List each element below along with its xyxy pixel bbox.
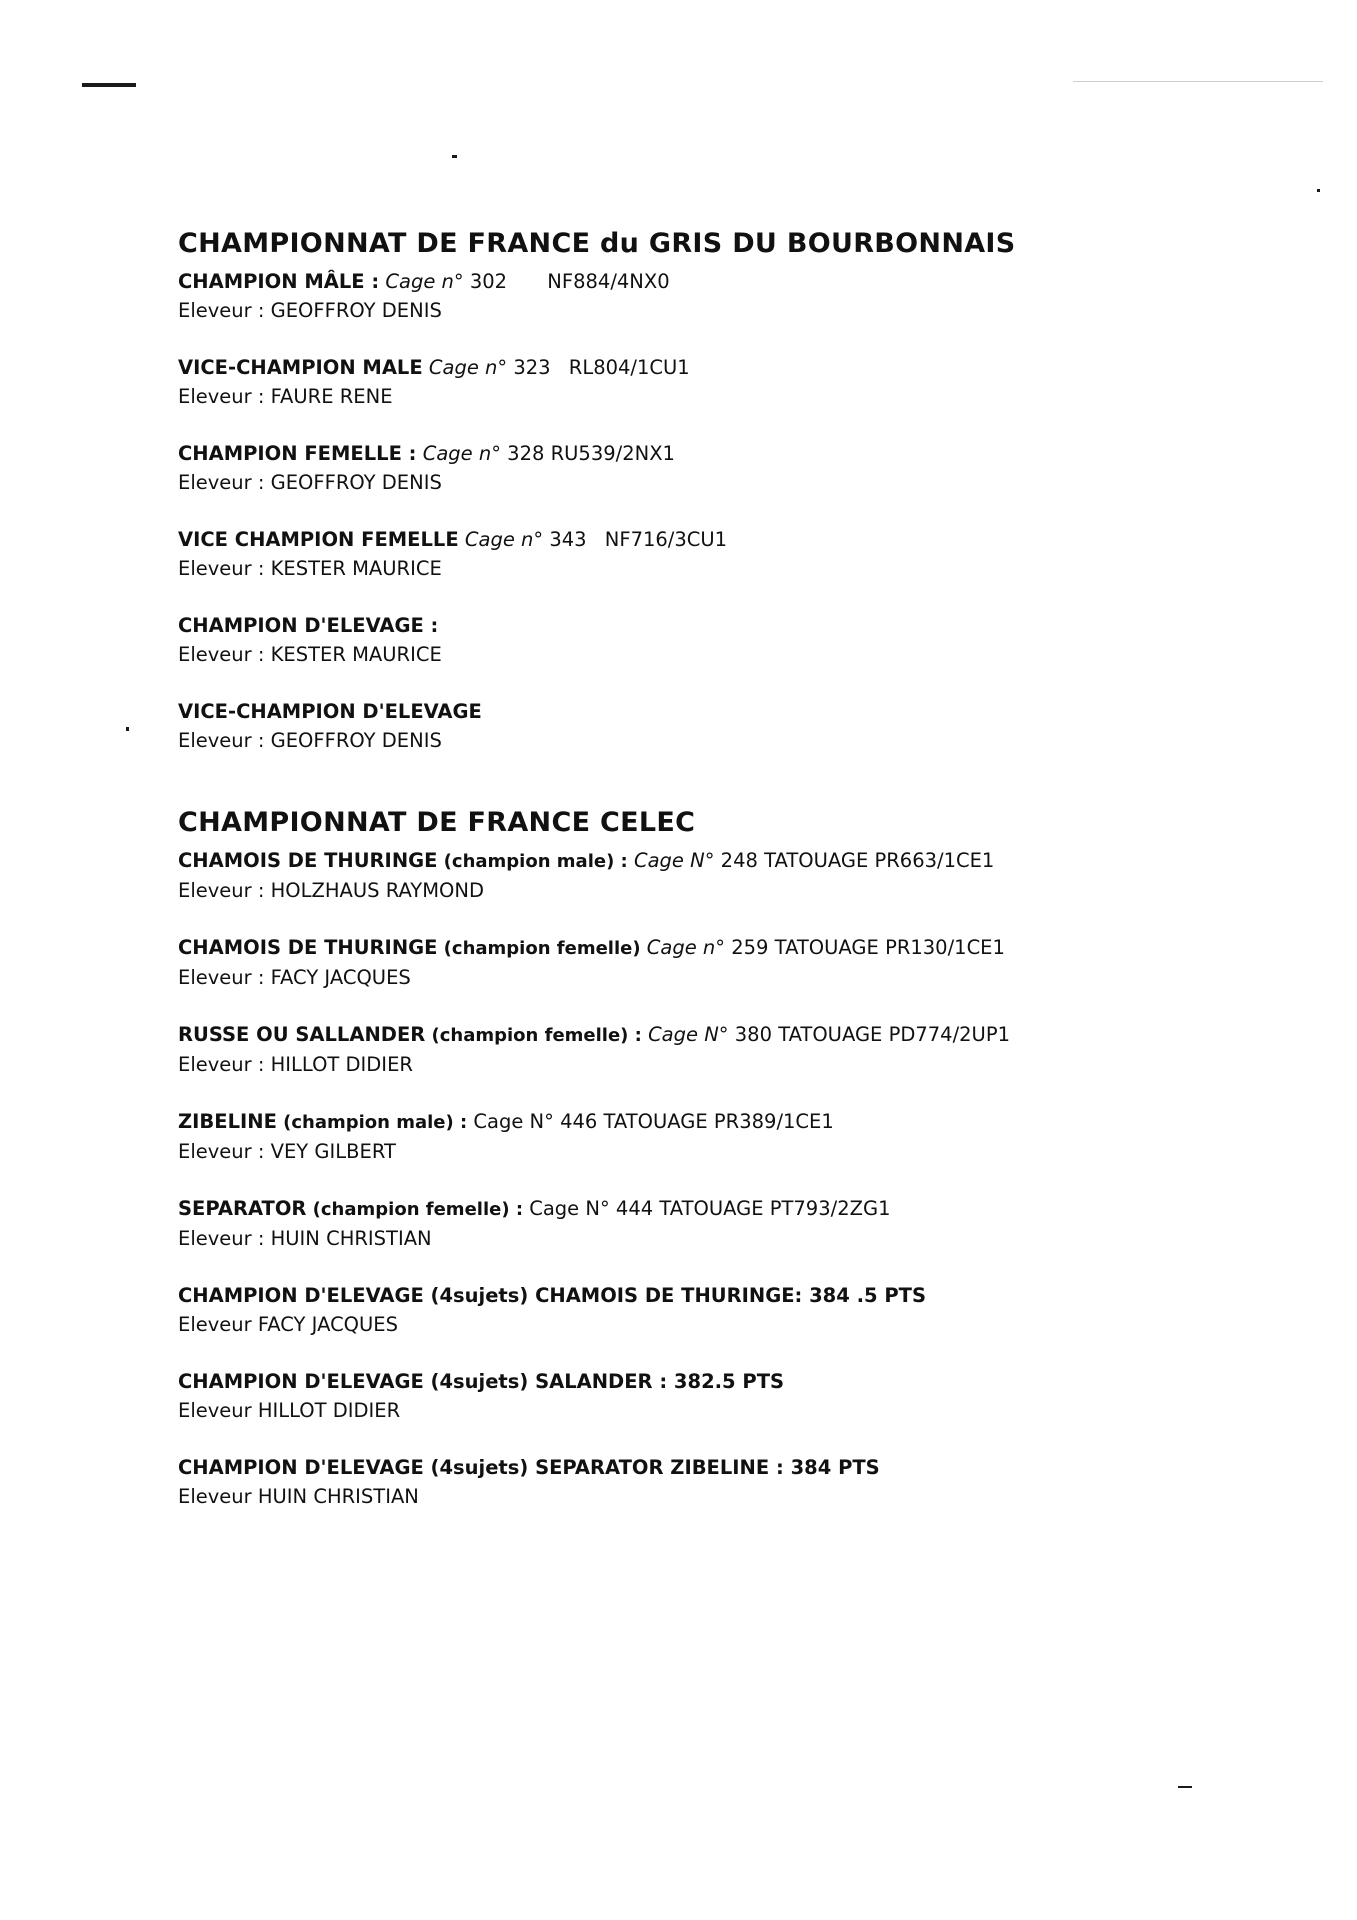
breeder-label: Eleveur: [178, 1485, 252, 1508]
tattoo-code: NF884/4NX0: [547, 270, 670, 293]
award-line: [178, 933, 1228, 963]
breeder-name: VEY GILBERT: [270, 1140, 396, 1163]
breeder-name: FACY JACQUES: [257, 1313, 399, 1336]
breeder-label: Eleveur :: [178, 557, 265, 580]
scan-artifact-line: [1073, 81, 1323, 82]
cage-number: 323: [513, 356, 551, 379]
cage-number: 444: [615, 1197, 654, 1220]
cage-label: Cage N°: [529, 1197, 610, 1220]
scan-artifact-dash: [82, 83, 136, 87]
breeder-label: Eleveur :: [178, 1053, 265, 1076]
award-entry: [178, 1194, 1228, 1253]
award-entry: [178, 611, 1228, 669]
award-entry: [178, 1020, 1228, 1079]
breeder-line: [178, 963, 1228, 992]
cage-label: Cage N°: [473, 1110, 554, 1133]
breeder-line: [178, 726, 1228, 755]
award-line: [178, 1453, 1228, 1482]
award-line: [178, 439, 1228, 468]
tattoo-label: TATOUAGE: [778, 1023, 883, 1046]
breeder-line: [178, 1137, 1228, 1166]
breeder-label: Eleveur :: [178, 1140, 265, 1163]
breeder-label: Eleveur :: [178, 385, 265, 408]
cage-label: Cage N°: [648, 1023, 729, 1046]
award-heading: VICE-CHAMPION D'ELEVAGE: [178, 700, 482, 723]
award-entry: [178, 1281, 1228, 1339]
award-qualifier: (champion femelle) :: [431, 1025, 642, 1046]
tattoo-code: PR663/1CE1: [874, 849, 995, 872]
breeder-name: HUIN CHRISTIAN: [270, 1227, 432, 1250]
breeder-label: Eleveur :: [178, 1227, 265, 1250]
award-entry: [178, 439, 1228, 497]
tattoo-label: TATOUAGE: [774, 936, 879, 959]
tattoo-code: PD774/2UP1: [888, 1023, 1010, 1046]
award-entry: [178, 697, 1228, 755]
award-entry: [178, 1453, 1228, 1511]
cage-number: 259: [731, 936, 769, 959]
breeder-name: GEOFFROY DENIS: [270, 299, 442, 322]
award-entry: [178, 933, 1228, 992]
award-heading: CHAMPION D'ELEVAGE :: [178, 614, 439, 637]
award-heading: RUSSE OU SALLANDER: [178, 1023, 426, 1046]
award-line: [178, 353, 1228, 382]
breeder-label: Eleveur: [178, 1313, 252, 1336]
award-entry: [178, 525, 1228, 583]
cage-label: Cage n°: [422, 442, 501, 465]
award-heading: CHAMPION D'ELEVAGE (4sujets) SEPARATOR ZIBELINE : 384 PTS: [178, 1456, 880, 1479]
tattoo-code: RL804/1CU1: [568, 356, 690, 379]
award-qualifier: (champion male) :: [443, 851, 628, 872]
tattoo-label: TATOUAGE: [764, 849, 869, 872]
breeder-name: GEOFFROY DENIS: [270, 471, 442, 494]
breeder-name: GEOFFROY DENIS: [270, 729, 442, 752]
tattoo-code: PR389/1CE1: [713, 1110, 834, 1133]
award-heading: SEPARATOR: [178, 1197, 307, 1220]
award-entry: [178, 846, 1228, 905]
breeder-line: [178, 554, 1228, 583]
breeder-name: KESTER MAURICE: [270, 643, 442, 666]
breeder-name: KESTER MAURICE: [270, 557, 442, 580]
cage-number: 380: [734, 1023, 772, 1046]
award-heading: VICE CHAMPION FEMELLE: [178, 528, 459, 551]
award-line: [178, 1367, 1228, 1396]
breeder-label: Eleveur :: [178, 471, 265, 494]
award-entry: [178, 353, 1228, 411]
tattoo-code: NF716/3CU1: [604, 528, 728, 551]
award-entry: [178, 1107, 1228, 1166]
award-qualifier: (champion male) :: [283, 1112, 468, 1133]
breeder-name: HILLOT DIDIER: [257, 1399, 401, 1422]
breeder-name: FAURE RENE: [270, 385, 393, 408]
section-gris-du-bourbonnais: [178, 226, 1228, 755]
breeder-line: [178, 468, 1228, 497]
award-qualifier: (champion femelle) :: [312, 1199, 524, 1220]
award-heading: CHAMPION MÂLE :: [178, 270, 380, 293]
award-heading: VICE-CHAMPION MALE: [178, 356, 423, 379]
tattoo-code: RU539/2NX1: [550, 442, 675, 465]
breeder-name: HILLOT DIDIER: [270, 1053, 413, 1076]
scan-artifact-dash: [1178, 1786, 1192, 1788]
award-line: [178, 611, 1228, 640]
breeder-label: Eleveur :: [178, 879, 265, 902]
breeder-line: [178, 1310, 1228, 1339]
award-entry: [178, 267, 1228, 325]
cage-label: Cage n°: [385, 270, 464, 293]
tattoo-label: TATOUAGE: [603, 1110, 708, 1133]
breeder-line: [178, 1396, 1228, 1425]
cage-number: 328: [507, 442, 545, 465]
scan-artifact-dot: [1317, 189, 1320, 192]
cage-label: Cage n°: [464, 528, 544, 551]
breeder-name: FACY JACQUES: [270, 966, 411, 989]
breeder-label: Eleveur: [178, 1399, 252, 1422]
cage-number: 446: [560, 1110, 598, 1133]
section-title: CHAMPIONNAT DE FRANCE CELEC: [178, 807, 696, 838]
award-line: [178, 1194, 1228, 1224]
scan-artifact-dot: [126, 727, 129, 731]
breeder-label: Eleveur :: [178, 643, 265, 666]
award-line: [178, 1020, 1228, 1050]
award-line: [178, 846, 1228, 876]
award-heading: CHAMPION D'ELEVAGE (4sujets) CHAMOIS DE THURINGE: 384 .5 PTS: [178, 1284, 927, 1307]
section-title: CHAMPIONNAT DE FRANCE du GRIS DU BOURBONNAIS: [178, 228, 1016, 259]
breeder-line: [178, 876, 1228, 905]
section-celec: [178, 805, 1228, 1511]
award-line: [178, 697, 1228, 726]
cage-label: Cage n°: [428, 356, 508, 379]
breeder-label: Eleveur :: [178, 729, 265, 752]
cage-number: 248: [720, 849, 758, 872]
award-heading: CHAMOIS DE THURINGE: [178, 849, 438, 872]
breeder-line: [178, 296, 1228, 325]
award-heading: CHAMPION D'ELEVAGE (4sujets) SALANDER : 382.5 PTS: [178, 1370, 785, 1393]
award-line: [178, 1107, 1228, 1137]
cage-label: Cage N°: [633, 849, 715, 872]
award-heading: CHAMOIS DE THURINGE: [178, 936, 438, 959]
award-heading: ZIBELINE: [178, 1110, 277, 1133]
award-line: [178, 267, 1228, 296]
award-line: [178, 525, 1228, 554]
breeder-line: [178, 1050, 1228, 1079]
tattoo-label: TATOUAGE: [659, 1197, 764, 1220]
breeder-name: HUIN CHRISTIAN: [257, 1485, 419, 1508]
award-entry: [178, 1367, 1228, 1425]
breeder-name: HOLZHAUS RAYMOND: [270, 879, 484, 902]
award-heading: CHAMPION FEMELLE :: [178, 442, 417, 465]
cage-label: Cage n°: [646, 936, 726, 959]
breeder-line: [178, 1482, 1228, 1511]
cage-number: 302: [469, 270, 508, 293]
breeder-line: [178, 382, 1228, 411]
tattoo-code: PR130/1CE1: [885, 936, 1005, 959]
breeder-label: Eleveur :: [178, 966, 265, 989]
award-line: [178, 1281, 1228, 1310]
cage-number: 343: [549, 528, 587, 551]
scan-artifact-dot: [452, 155, 457, 158]
tattoo-code: PT793/2ZG1: [769, 1197, 891, 1220]
breeder-line: [178, 1224, 1228, 1253]
award-qualifier: (champion femelle): [443, 938, 641, 959]
breeder-line: [178, 640, 1228, 669]
document-body: [178, 226, 1228, 1539]
breeder-label: Eleveur :: [178, 299, 265, 322]
